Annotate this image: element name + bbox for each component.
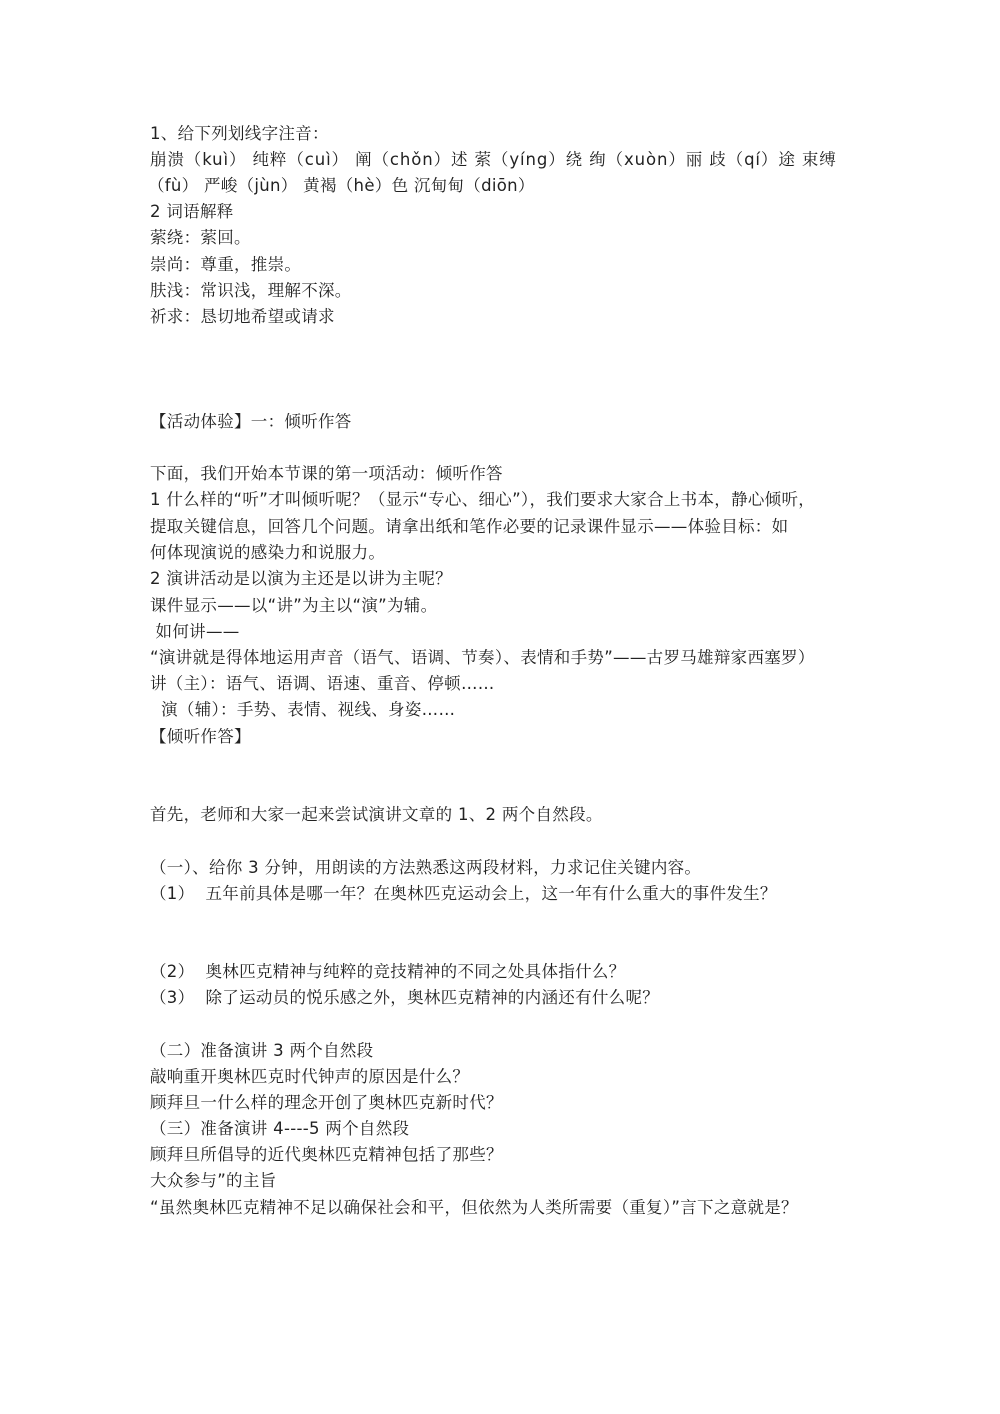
question-item: 敲响重开奥林匹克时代钟声的原因是什么？ <box>150 1067 470 1086</box>
vocab-item: 祈求：恳切地希望或请求 <box>150 307 335 326</box>
quote-line: “演讲就是得体地运用声音（语气、语调、节奏）、表情和手势”——古罗马雄辩家西塞罗） <box>150 648 815 667</box>
paragraph-line: 如何讲—— <box>150 622 240 641</box>
vocab-item: 肤浅：常识浅，理解不深。 <box>150 281 352 300</box>
paragraph-line: 大众参与”的主旨 <box>150 1171 277 1190</box>
question-item: “虽然奥林匹克精神不足以确保社会和平，但依然为人类所需要（重复）”言下之意就是？ <box>150 1198 798 1217</box>
paragraph-line: 演（辅）：手势、表情、视线、身姿…… <box>150 700 456 719</box>
paragraph-line: 讲（主）：语气、语调、语速、重音、停顿…… <box>150 674 495 693</box>
paragraph-line: 提取关键信息，回答几个问题。请拿出纸和笔作必要的记录课件显示——体验目标：如 <box>150 517 789 536</box>
task-line: （三）准备演讲 4----5 两个自然段 <box>150 1119 410 1138</box>
question-item: （3） 除了运动员的悦乐感之外，奥林匹克精神的内涵还有什么呢？ <box>150 988 660 1007</box>
question-item: 顾拜旦一什么样的理念开创了奥林匹克新时代？ <box>150 1093 503 1112</box>
heading-pinyin-exercise: 1、给下列划线字注音： <box>150 124 329 143</box>
paragraph-line: 何体现演说的感染力和说服力。 <box>150 543 386 562</box>
section-heading-listen: 【倾听作答】 <box>150 727 251 746</box>
vocab-item: 崇尚：尊重，推崇。 <box>150 255 302 274</box>
task-line: （二）准备演讲 3 两个自然段 <box>150 1041 374 1060</box>
heading-vocabulary: 2 词语解释 <box>150 202 234 221</box>
paragraph-line: 下面，我们开始本节课的第一项活动：倾听作答 <box>150 464 503 483</box>
paragraph-line: 课件显示——以“讲”为主以“演”为辅。 <box>150 596 438 615</box>
pinyin-line: 崩溃（kuì） 纯粹（cuì） 阐（chǒn）述 萦（yíng）绕 绚（xuòn）丽 歧（qí）途 束缚 <box>150 150 837 169</box>
vocab-item: 萦绕：萦回。 <box>150 228 251 247</box>
question-item: 顾拜旦所倡导的近代奥林匹克精神包括了那些？ <box>150 1145 503 1164</box>
paragraph-line: 首先，老师和大家一起来尝试演讲文章的 1、2 两个自然段。 <box>150 805 603 824</box>
question-item: （1） 五年前具体是哪一年？在奥林匹克运动会上，这一年有什么重大的事件发生？ <box>150 884 777 903</box>
paragraph-line: 1 什么样的“听”才叫倾听呢？（显示“专心、细心”），我们要求大家合上书本，静心倾听， <box>150 490 816 509</box>
question-item: （2） 奥林匹克精神与纯粹的竞技精神的不同之处具体指什么？ <box>150 962 626 981</box>
pinyin-line: （fù） 严峻（jùn） 黄褐（hè）色 沉甸甸（diōn） <box>148 176 535 195</box>
task-line: （一）、给你 3 分钟，用朗读的方法熟悉这两段材料，力求记住关键内容。 <box>150 858 702 877</box>
paragraph-line: 2 演讲活动是以演为主还是以讲为主呢？ <box>150 569 452 588</box>
section-heading-activity: 【活动体验】一：倾听作答 <box>150 412 352 431</box>
